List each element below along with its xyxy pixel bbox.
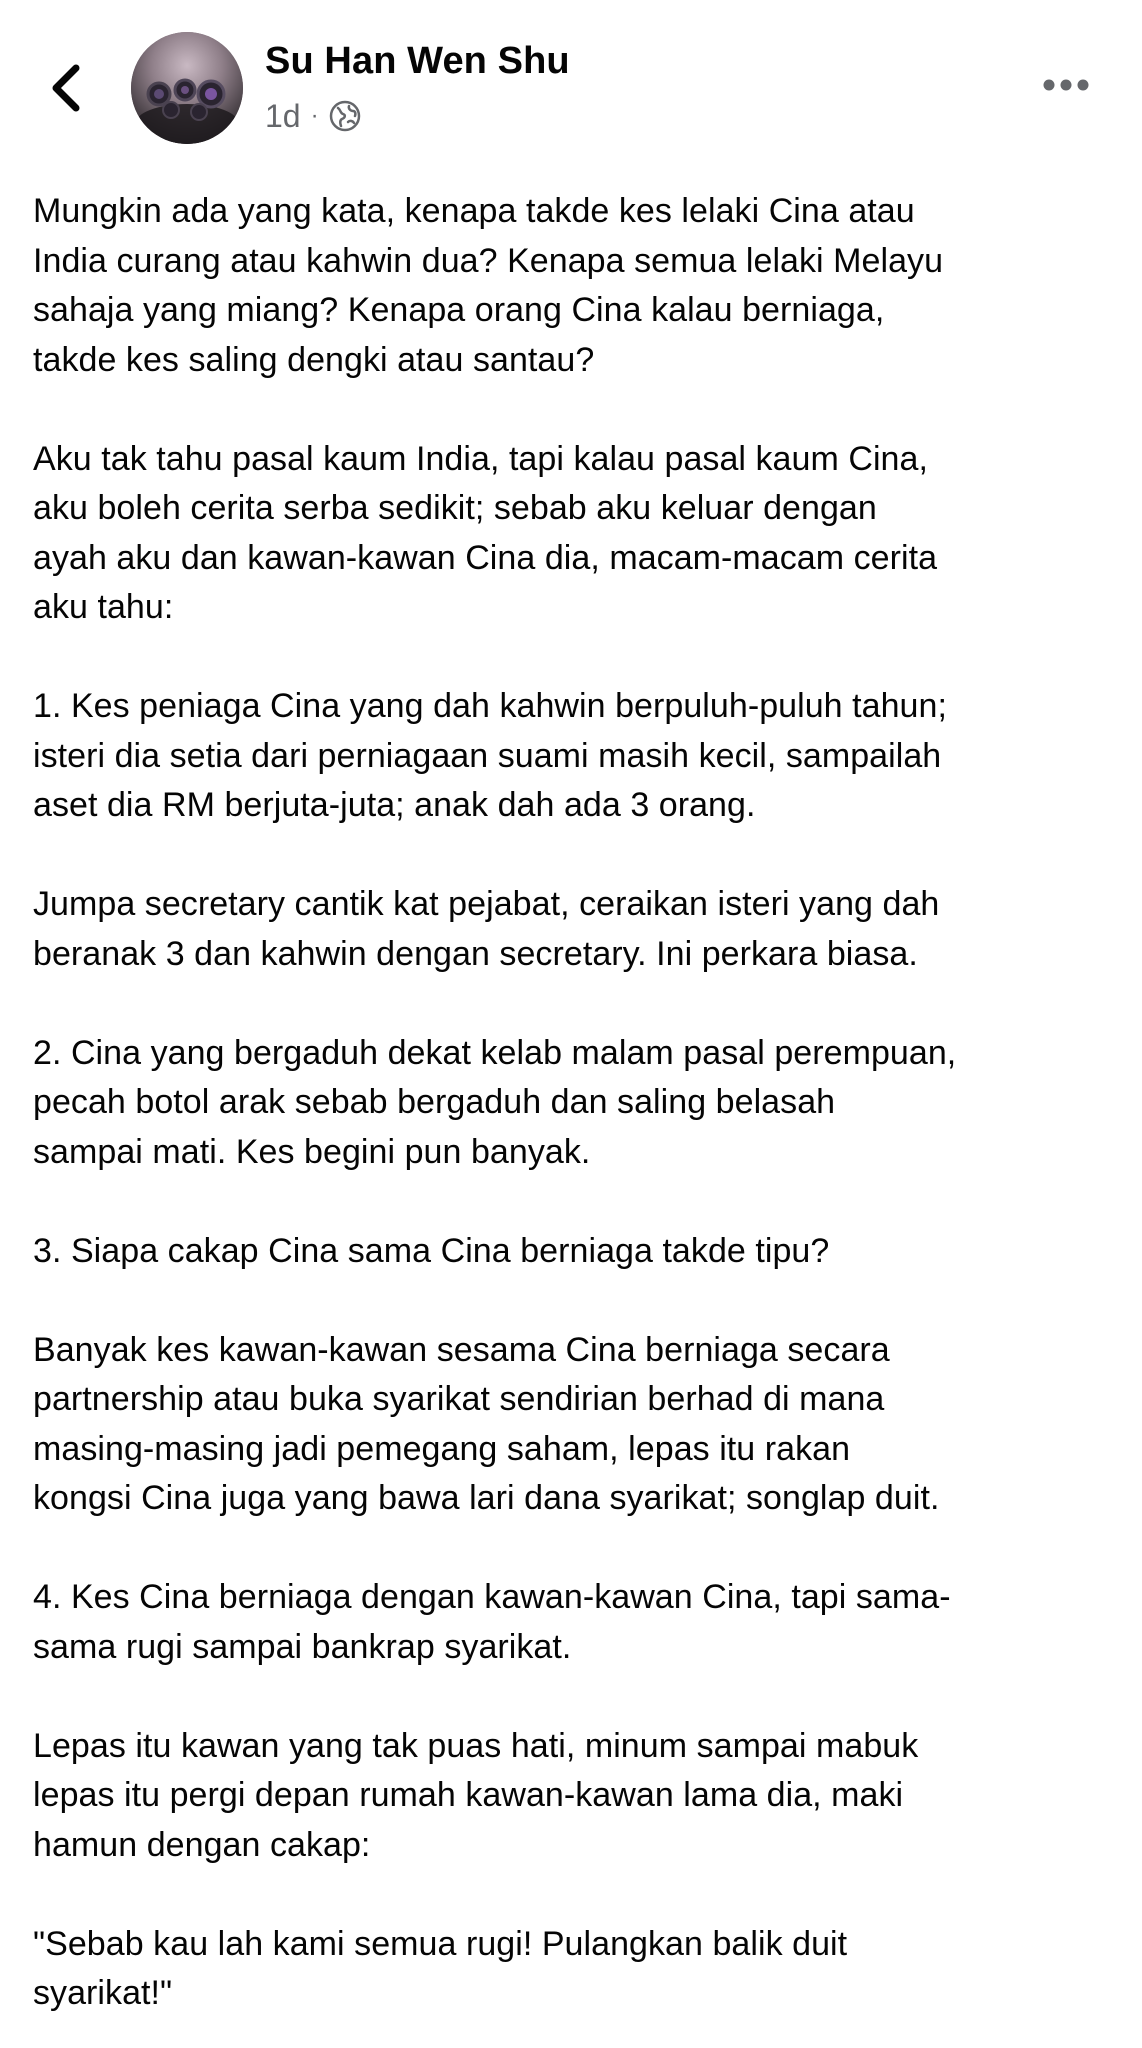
author-name[interactable]: Su Han Wen Shu [265,40,570,82]
post-meta [265,94,361,138]
more-options-button[interactable] [1036,70,1096,100]
post-paragraph: 3. Siapa cakap Cina sama Cina berniaga takde tipu? [33,1231,830,1270]
avatar-image [131,32,243,144]
post-timestamp[interactable]: 1d [265,97,301,134]
post-paragraph: 4. Kes Cina berniaga dengan kawan-kawan Cina, tapi sama- sama rugi sampai bankrap syarikat. [33,1578,951,1666]
post-paragraph: Banyak kes kawan-kawan sesama Cina berniaga secara partnership atau buka syarikat sendirian berhad di mana masing-masing jadi pemegang saham, lepas itu rakan kongsi Cina juga yang bawa lari dana syarikat; songlap duit. [33,1330,940,1517]
chevron-left-icon [49,63,81,113]
post-paragraph: Mungkin ada yang kata, kenapa takde kes lelaki Cina atau India curang atau kahwin dua? Kenapa semua lelaki Melayu sahaja yang miang? Kenapa orang Cina kalau berniaga, takde kes saling dengki atau santau? [33,192,944,379]
back-button[interactable] [40,58,90,118]
globe-icon [329,100,361,132]
avatar[interactable] [131,32,243,144]
post-paragraph: 2. Cina yang bergaduh dekat kelab malam pasal perempuan, pecah botol arak sebab bergaduh dan saling belasah sampai mati. Kes begini pun banyak. [33,1033,957,1171]
post-paragraph: Aku tak tahu pasal kaum India, tapi kalau pasal kaum Cina, aku boleh cerita serba sedikit; sebab aku keluar dengan ayah aku dan kawan-kawan Cina dia, macam-macam cerita aku tahu: [33,439,938,626]
post-paragraph: 1. Kes peniaga Cina yang dah kahwin berpuluh-puluh tahun; isteri dia setia dari perniagaan suami masih kecil, sampailah aset dia RM berjuta-juta; anak dah ada 3 orang. [33,687,947,824]
post-header [0,0,1142,160]
post-paragraph: Jumpa secretary cantik kat pejabat, ceraikan isteri yang dah beranak 3 dan kahwin dengan secretary. Ini perkara biasa. [33,885,940,973]
meta-separator: · [310,102,319,129]
post-paragraph: "Sebab kau lah kami semua rugi! Pulangkan balik duit syarikat!" [33,1924,848,2012]
more-horizontal-icon [1042,78,1090,92]
post-paragraph: Lepas itu kawan yang tak puas hati, minum sampai mabuk lepas itu pergi depan rumah kawan-kawan lama dia, maki hamun dengan cakap: [33,1726,919,1864]
post-body [33,187,1113,2019]
